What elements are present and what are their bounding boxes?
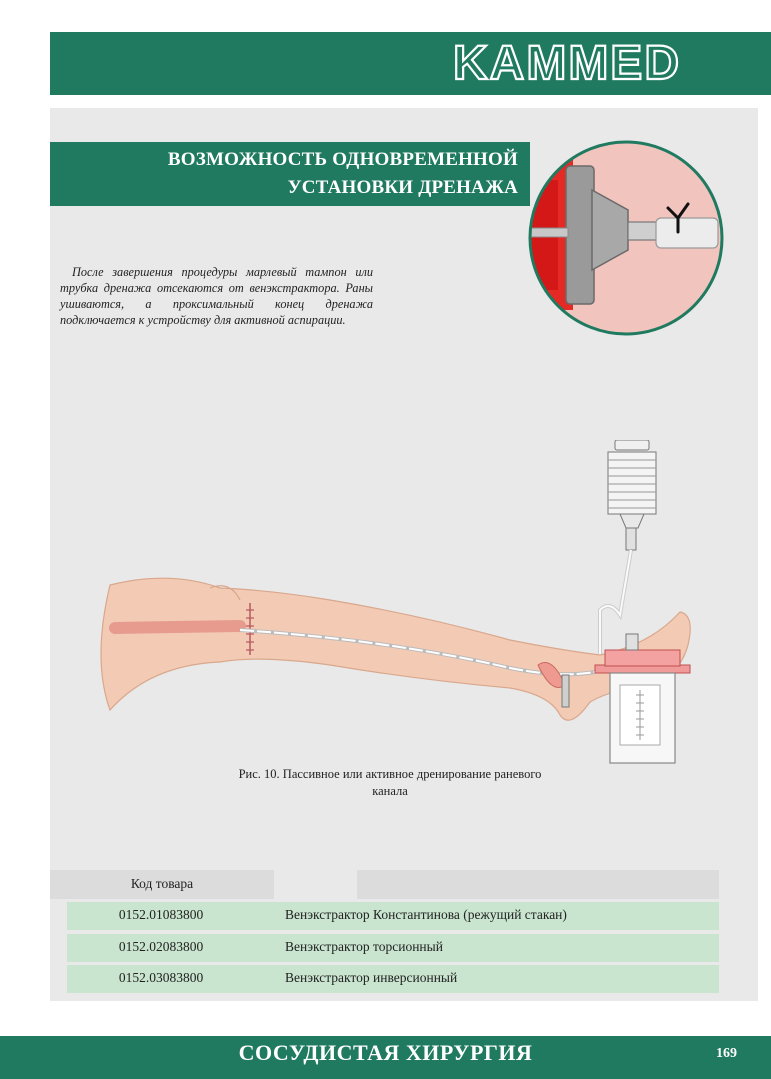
table-row — [67, 934, 719, 962]
product-name: Венэкстрактор Константинова (режущий стакан) — [285, 907, 567, 922]
table-header-code — [50, 870, 274, 899]
table-header-name — [357, 870, 719, 899]
product-code: 0152.02083800 — [118, 939, 204, 954]
description-text: После завершения процедуры марлевый тампон или трубка дренажа отсекаются от венэкстрактора. Раны ушиваются, а проксимальный конец дренажа подключается к устройству для активной аспирации. — [60, 265, 373, 327]
product-name: Венэкстрактор торсионный — [285, 939, 443, 954]
table-header-code-label: Код товара — [130, 876, 194, 891]
footer-bar — [0, 1036, 771, 1079]
svg-text:KAMMED: KAMMED — [453, 41, 681, 85]
product-name: Венэкстрактор инверсионный — [285, 970, 458, 985]
bellows-aspirator — [608, 440, 656, 550]
table-row — [67, 965, 719, 993]
table-row — [67, 902, 719, 930]
drainage-canister — [595, 634, 690, 763]
figure-caption: Рис. 10. Пассивное или активное дренирование раневого канала — [238, 767, 542, 798]
kammed-logo — [453, 41, 723, 85]
leg-drainage-illustration — [90, 440, 710, 770]
section-title-band — [50, 142, 530, 206]
header-bar — [50, 32, 771, 95]
product-code: 0152.03083800 — [118, 970, 204, 985]
section-title: ВОЗМОЖНОСТЬ ОДНОВРЕМЕННОЙ УСТАНОВКИ ДРЕНАЖА — [167, 149, 518, 198]
product-code: 0152.01083800 — [118, 907, 204, 922]
drain-connection-inset — [528, 140, 724, 336]
footer-title: СОСУДИСТАЯ ХИРУРГИЯ — [238, 1040, 533, 1065]
page-number: 169 — [716, 1046, 737, 1061]
